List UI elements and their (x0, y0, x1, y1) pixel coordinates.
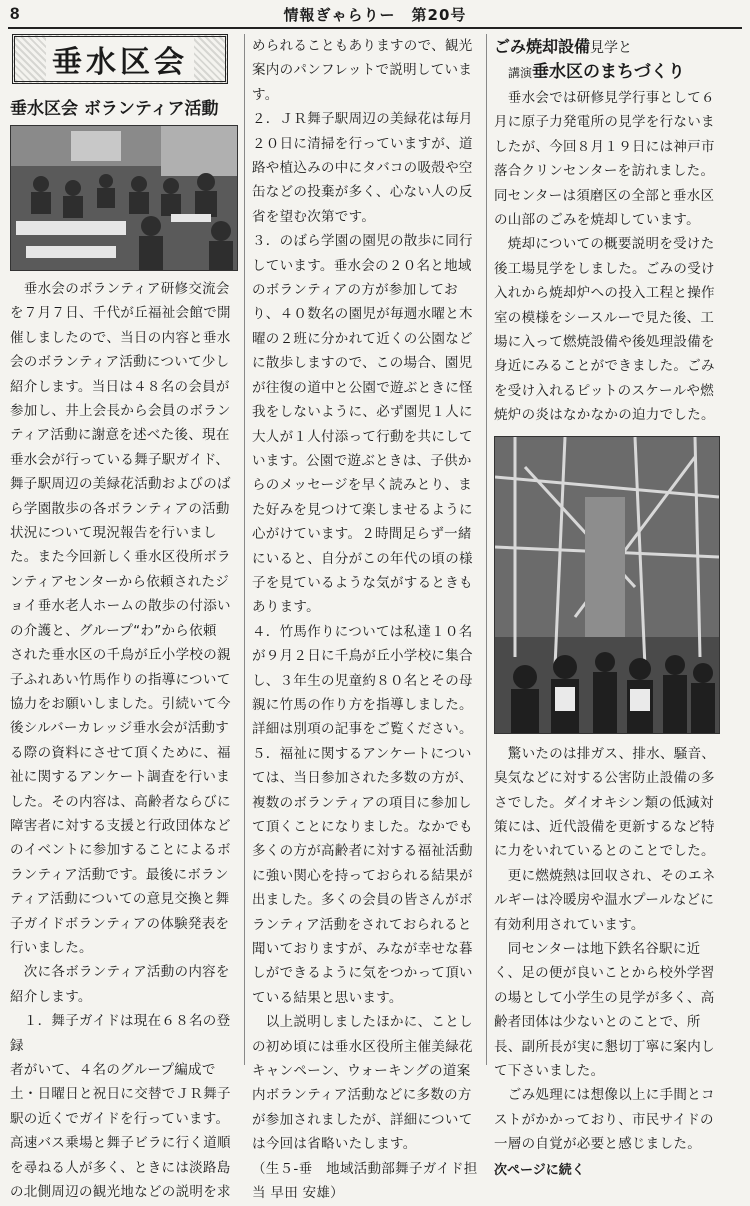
column-divider (244, 34, 245, 1065)
continued-next-page: 次ページに続く (494, 1162, 585, 1178)
section-banner-text: 垂水区会 (46, 37, 194, 81)
middle-column (252, 34, 480, 1206)
right-column (494, 34, 722, 1178)
plant-photo (494, 436, 720, 734)
title-prefix: 講演 (508, 66, 533, 80)
article-body-left: 垂水会のボランティア研修交流会 を７月７日、千代が丘福祉会館で開 催しましたので、当日の内容と垂水 会のボランティア活動について少し 紹介します。当日は４８名の会員が 参加し、井上会長から会員のボラン ティア活動に謝意を述べた後、現在 垂水会が行っている舞子駅ガイド、 舞子駅周辺の美緑花活動およびのば ら学園散歩の各ボランティアの活動 状況について現況報告を行いまし た。また今回新しく垂水区役所ボラ ンティアセンターから依頼されたジ ョイ垂水老人ホームの散歩の付添い の介護と、グループ“わ”から依頼 された垂水区の千鳥が丘小学校の親 子ふれあい竹馬作りの指導について 協力をお願いしました。引続いて今 後シルバーカレッジ垂水会が活動す る際の資料にさせて頂くために、福 祉に関するアンケート調査を行いま した。その内容は、高齢者ならびに 障害者に対する支援と行政団体など のイベントに参加することによるボ ランティア活動です。最後にボラン ティア活動についての意見交換と舞 子ガイドボランティアの体験発表を 行いました。 次に各ボランティア活動の内容を 紹介します。 １．舞子ガイドは現在６８名の登録 者がいて、４名のグループ編成で 土・日曜日と祝日に交替でＪＲ舞子 駅の近くでガイドを行っています。 高速バス乗場と舞子ビラに行く道順 を尋ねる人が多く、ときには淡路島 の北側周辺の観光地などの説明を求 (10, 281, 231, 1201)
meeting-photo-image (11, 126, 237, 270)
meeting-photo (10, 125, 238, 271)
header-divider (8, 27, 742, 29)
title-main: ごみ焼却設備 (494, 37, 591, 56)
column-divider (486, 34, 487, 1065)
title-lecture: 垂水区のまちづくり (532, 62, 685, 82)
newsletter-title: 情報ぎゃらりー 第20号 (283, 6, 467, 24)
article-body-right-2: 驚いたのは排ガス、排水、騒音、 臭気などに対する公害防止設備の多 さでした。ダイオキシン類の低減対 策には、近代設備を更新するなど特 に力をいれているとのことでした。 更に燃焼熱は回収され、そのエネ ルギーは冷暖房や温水プールなどに 有効利用されています。 同センターは地下鉄名谷駅に近 く、足の便が良いことから校外学習 の場として小学生の見学が多く、高 齢者団体は少ないとのことで、所 長、副所長が実に懇切丁寧に案内し て下さいました。 ごみ処理には想像以上に手間とコ ストがかかっており、市民サイドの 一層の自覚が必要と感じました。 (494, 745, 716, 1153)
left-column (10, 34, 238, 1204)
section-banner (12, 34, 228, 84)
article-title-line1 (494, 34, 722, 57)
page-number: 8 (10, 4, 20, 23)
article-title: 垂水区会 ボランティア活動 (10, 99, 219, 119)
title-suffix: 見学と (590, 40, 633, 56)
plant-photo-image (495, 437, 719, 733)
article-title-line2 (508, 57, 722, 82)
article-body-middle: められることもありますので、観光 案内のパンフレットで説明していま す。 ２．ＪＲ舞子駅周辺の美緑花は毎月 ２０日に清掃を行っていますが、道 路や植込みの中にタバコの吸殻や空 缶などの投棄が多く、心ない人の反 省を望む次第です。 ３．のばら学園の園児の散歩に同行 しています。垂水会の２０名と地域 のボランティアの方が参加してお り、４０数名の園児が毎週水曜と木 曜の２班に分かれて近くの公園など に散歩しますので、この場合、園児 が往復の道中と公園で遊ぶときに怪 我をしないように、必ず園児１人に 大人が１人付添って行動を共にして います。公園で遊ぶときは、子供か らのメッセージを早く読みとり、ま た好みを見つけて楽しませるように 心がけています。２時間足らず一緒 にいると、自分がこの年代の頃の様 子を見ているような気がするときも あります。 ４．竹馬作りについては私達１０名 が９月２日に千鳥が丘小学校に集合 し、３年生の児童約８０名とその母 親に竹馬の作り方を指導しました。 詳細は別項の記事をご覧ください。 ５．福祉に関するアンケートについ ては、当日参加された多数の方が、 複数のボランティアの項目に参加し て頂くことになりました。なかでも 多くの方が高齢者に対する福祉活動 に強い関心を持っておられる結果が 出ました。多くの会員の皆さんがボ ランティア活動をされておられると 聞いておりますが、みなが幸せな暮 しができるように気をつかって頂い ている結果と思います。 以上説明しましたほかに、ことし の初め頃には垂水区役所主催美緑花 キャンペーン、ウォーキングの道案 内ボランティア活動などに多数の方 が参加されましたが、詳細について は今回は省略いたします。 （生５-垂 地域活動部舞子ガイド担 当 早田 安雄） (252, 38, 478, 1202)
article-body-right-1: 垂水会では研修見学行事として６ 月に原子力発電所の見学を行ないま したが、今回８月１９日には神戸市 落合クリンセンターを訪れました。 同センターは須磨区の全部と垂水区 の山部のごみを焼却しています。 焼却についての概要説明を受けた 後工場見学をしました。ごみの受け 入れから焼却炉への投入工程と操作 室の模様をシースルーで見た後、工 場に入って燃焼設備や後処理設備を 身近にみることができました。ごみ を受け入れるピットのスケールや燃 焼炉の炎はなかなかの迫力でした。 (494, 90, 715, 424)
